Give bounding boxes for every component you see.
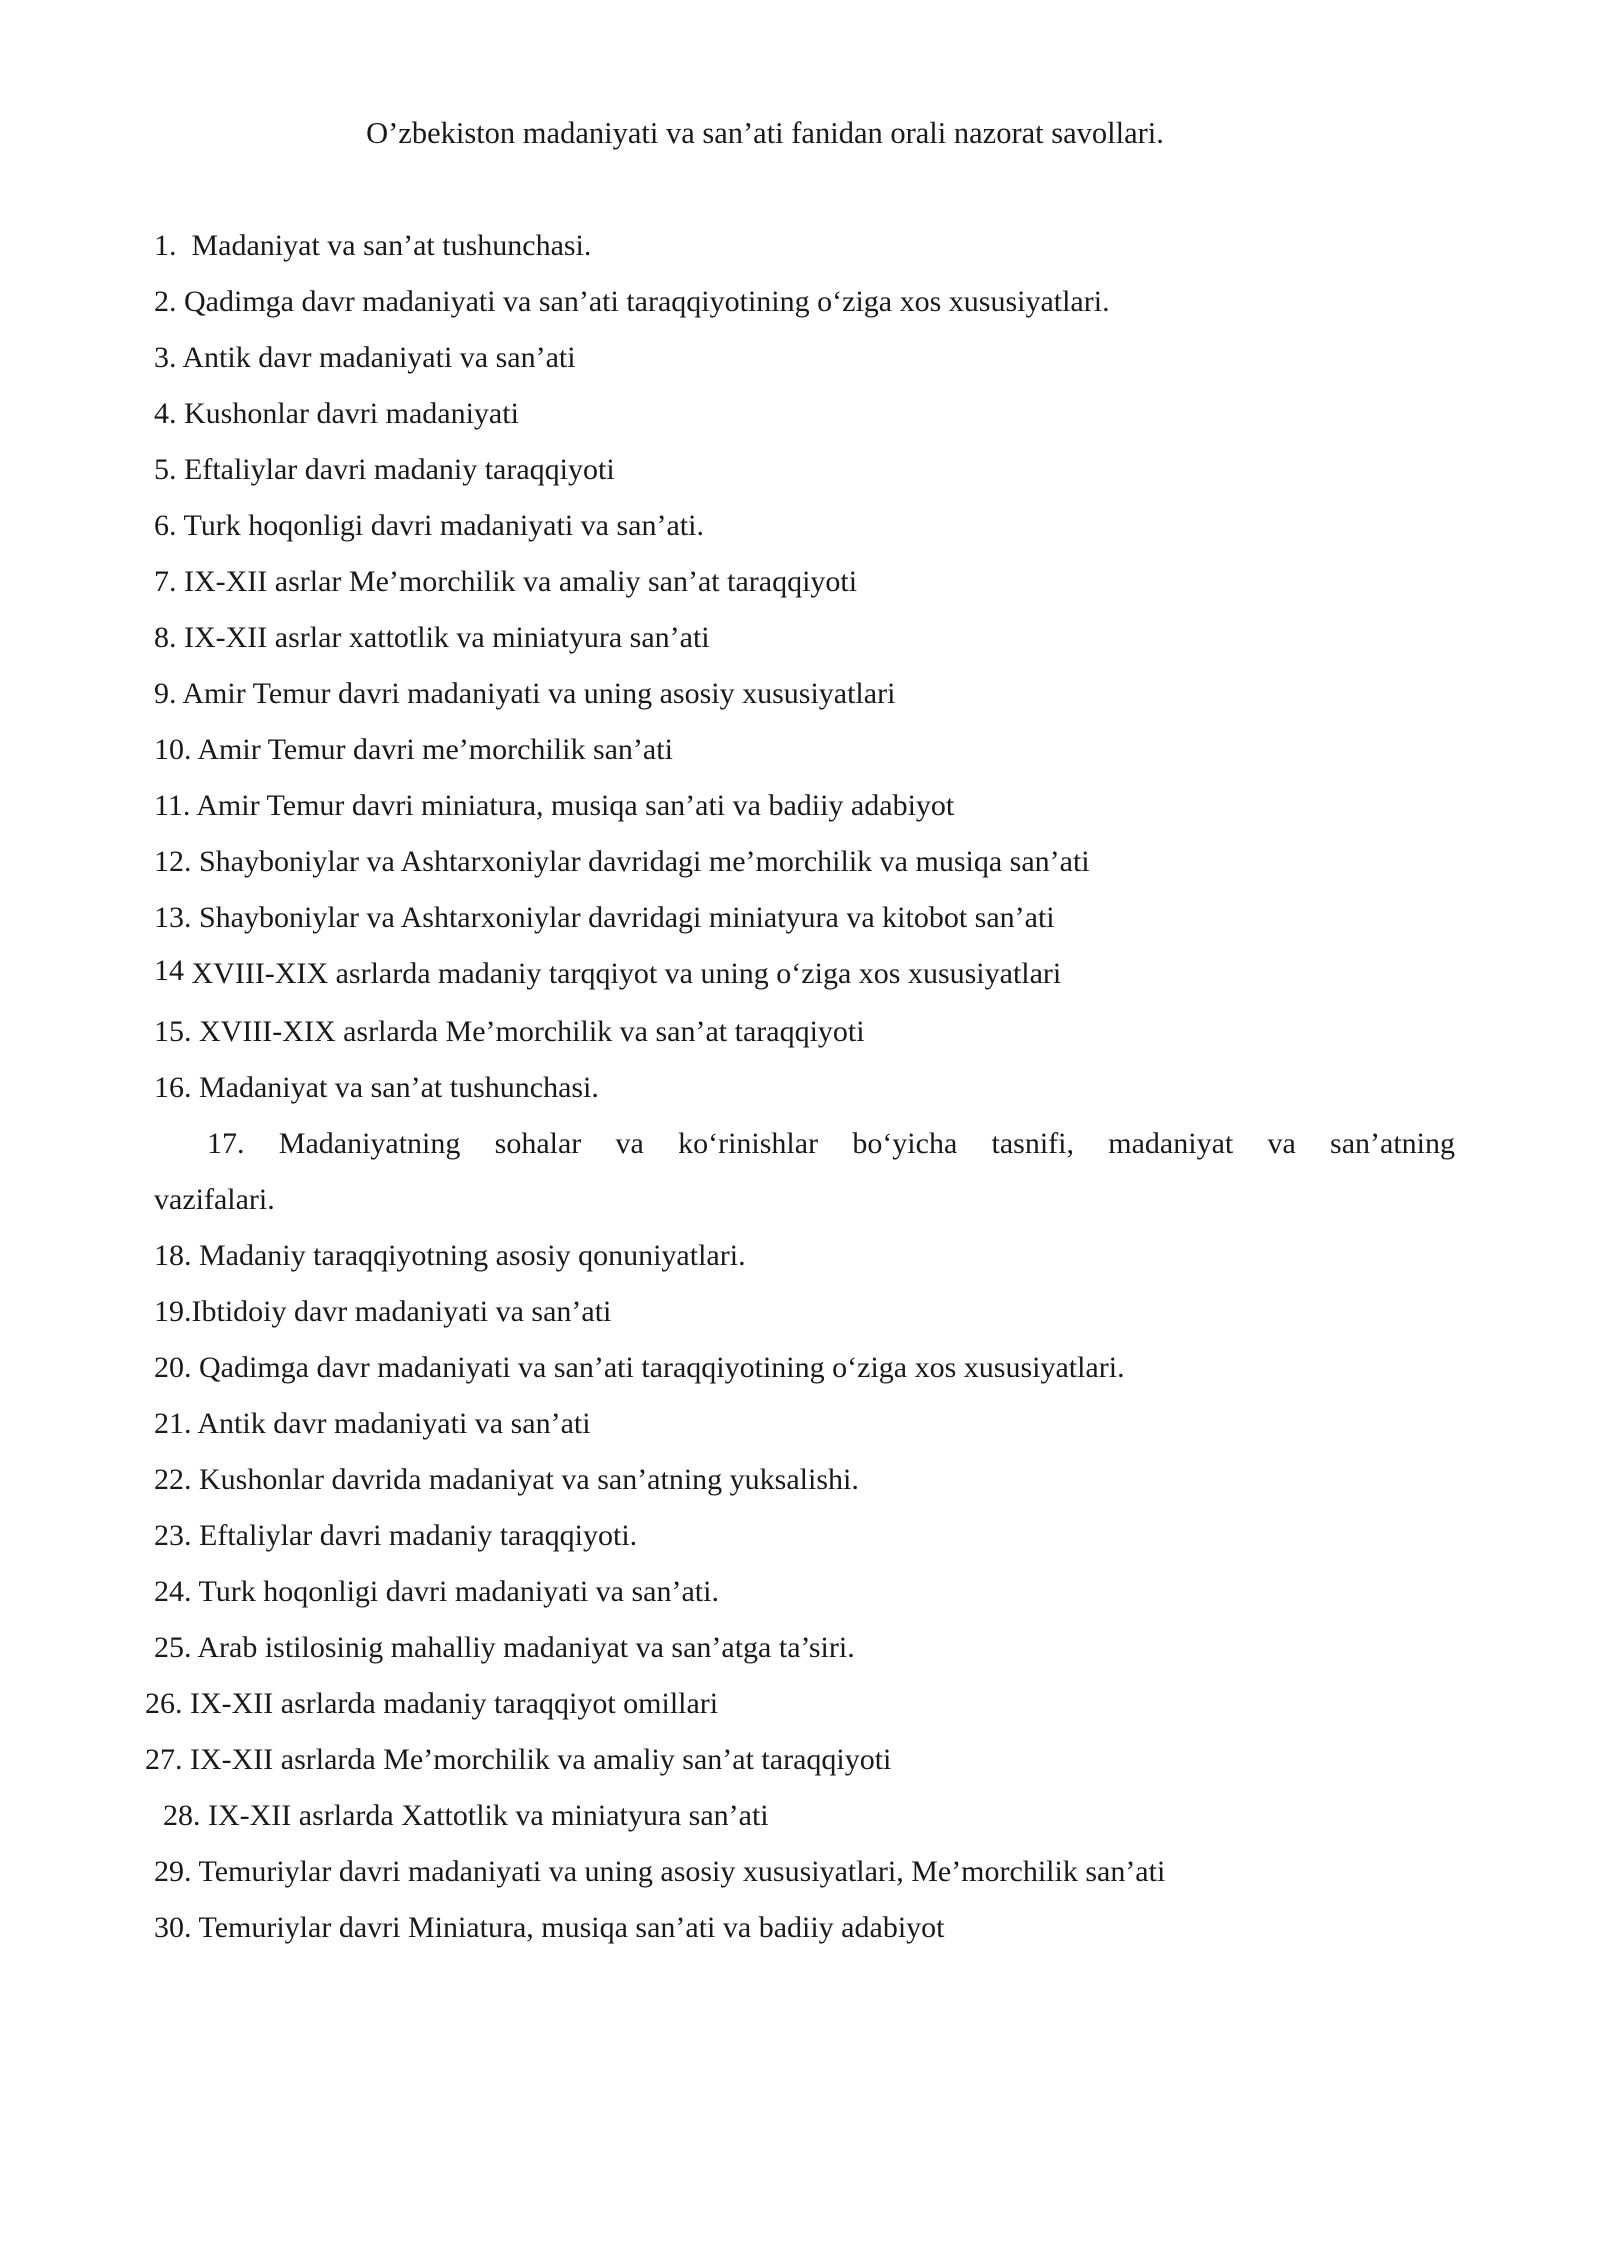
item-text: Kushonlar davri madaniyati <box>184 397 519 430</box>
item-text: Antik davr madaniyati va san’ati <box>197 1407 591 1440</box>
item-text-continuation: vazifalari. <box>154 1183 275 1216</box>
list-item <box>154 1348 1125 1388</box>
item-number: 19. <box>154 1295 192 1328</box>
list-item <box>154 842 1090 882</box>
list-item <box>207 1124 1455 1164</box>
list-item <box>154 1516 637 1556</box>
list-item <box>154 1292 611 1332</box>
list-item <box>154 226 591 266</box>
item-text: Temuriylar davri Miniatura, musiqa san’ati va badiiy adabiyot <box>198 1911 945 1944</box>
item-text: Amir Temur davri madaniyati va uning asosiy xususiyatlari <box>182 677 896 710</box>
item-number: 14 <box>154 954 184 987</box>
item-text: Amir Temur davri miniatura, musiqa san’ati va badiiy adabiyot <box>196 789 955 822</box>
item-text: IX-XII asrlar Me’morchilik va amaliy san’at taraqqiyoti <box>184 565 858 598</box>
item-number: 9. <box>154 677 177 710</box>
item-number: 18. <box>154 1239 192 1272</box>
item-number: 23. <box>154 1519 192 1552</box>
item-text: Kushonlar davrida madaniyat va san’atning yuksalishi. <box>199 1463 859 1496</box>
list-item <box>154 394 519 434</box>
item-number: 15. <box>154 1015 192 1048</box>
list-item <box>154 1012 865 1052</box>
list-item <box>154 1628 855 1668</box>
item-text: Qadimga davr madaniyati va san’ati taraqqiyotining o‘ziga xos xususiyatlari. <box>184 285 1110 318</box>
item-text: Temuriylar davri madaniyati va uning asosiy xususiyatlari, Me’morchilik san’ati <box>198 1855 1166 1888</box>
item-text: IX-XII asrlarda madaniy taraqqiyot omillari <box>190 1687 719 1720</box>
list-item <box>154 562 857 602</box>
item-text: Shayboniylar va Ashtarxoniylar davridagi miniatyura va kitobot san’ati <box>199 901 1055 934</box>
list-item <box>154 786 954 826</box>
list-item <box>154 450 615 490</box>
item-number: 1. <box>154 229 177 262</box>
item-text: Madaniy taraqqiyotning asosiy qonuniyatlari. <box>199 1239 746 1272</box>
item-number: 25. <box>154 1631 192 1664</box>
item-number: 29. <box>154 1855 192 1888</box>
list-item <box>154 1236 746 1276</box>
item-text: Turk hoqonligi davri madaniyati va san’ati. <box>198 1575 719 1608</box>
item-text: Ibtidoiy davr madaniyati va san’ati <box>191 1295 612 1328</box>
item-text: IX-XII asrlarda Me’morchilik va amaliy san’at taraqqiyoti <box>190 1743 892 1776</box>
item-text: IX-XII asrlarda Xattotlik va miniatyura san’ati <box>208 1799 769 1832</box>
item-text: Eftaliylar davri madaniy taraqqiyoti. <box>199 1519 638 1552</box>
list-item <box>154 1068 599 1108</box>
list-item <box>145 1684 718 1724</box>
list-item <box>154 618 710 658</box>
item-number: 12. <box>154 845 192 878</box>
list-item <box>145 1740 891 1780</box>
item-number: 10. <box>154 733 192 766</box>
item-number: 20. <box>154 1351 192 1384</box>
item-text: IX-XII asrlar xattotlik va miniatyura san’ati <box>184 621 710 654</box>
list-item <box>163 1796 769 1836</box>
item-number: 26. <box>145 1687 183 1720</box>
page-title: O’zbekiston madaniyati va san’ati fanidan orali nazorat savollari. <box>366 116 1164 150</box>
list-item <box>154 506 704 546</box>
item-number: 8. <box>154 621 177 654</box>
item-number: 4. <box>154 397 177 430</box>
item-number: 21. <box>154 1407 192 1440</box>
item-text: XVIII-XIX asrlarda madaniy tarqqiyot va uning o‘ziga xos xususiyatlari <box>191 957 1062 990</box>
item-number: 30. <box>154 1911 192 1944</box>
list-item <box>154 674 895 714</box>
item-number: 7. <box>154 565 177 598</box>
item-text: Shayboniylar va Ashtarxoniylar davridagi me’morchilik va musiqa san’ati <box>199 845 1090 878</box>
item-number: 13. <box>154 901 192 934</box>
item-number: 28. <box>163 1799 201 1832</box>
item-number: 6. <box>154 509 177 542</box>
list-item <box>154 1908 944 1948</box>
item-text: Turk hoqonligi davri madaniyati va san’ati. <box>183 509 704 542</box>
item-text: Amir Temur davri me’morchilik san’ati <box>197 733 673 766</box>
item-text: Qadimga davr madaniyati va san’ati taraqqiyotining o‘ziga xos xususiyatlari. <box>199 1351 1125 1384</box>
item-number: 16. <box>154 1071 192 1104</box>
item-number: 5. <box>154 453 177 486</box>
list-item <box>154 730 673 770</box>
list-item <box>154 1460 859 1500</box>
list-item <box>154 1572 719 1612</box>
item-number: 17. <box>207 1127 245 1160</box>
list-item <box>154 1404 591 1444</box>
list-item <box>154 898 1055 938</box>
list-item <box>154 954 1061 994</box>
list-item <box>154 282 1110 322</box>
item-number: 22. <box>154 1463 192 1496</box>
item-text: Madaniyatning sohalar va ko‘rinishlar bo‘yicha tasnifi, madaniyat va san’atning <box>278 1127 1456 1160</box>
item-text: Arab istilosinig mahalliy madaniyat va san’atga ta’siri. <box>197 1631 855 1664</box>
item-text: XVIII-XIX asrlarda Me’morchilik va san’at taraqqiyoti <box>199 1015 865 1048</box>
item-number: 3. <box>154 341 177 374</box>
item-number: 11. <box>154 789 191 822</box>
item-number: 27. <box>145 1743 183 1776</box>
item-text: Madaniyat va san’at tushunchasi. <box>199 1071 599 1104</box>
item-number: 2. <box>154 285 177 318</box>
list-item <box>154 1852 1165 1892</box>
item-text: Madaniyat va san’at tushunchasi. <box>191 229 592 262</box>
item-text: Eftaliylar davri madaniy taraqqiyoti <box>184 453 615 486</box>
item-text: Antik davr madaniyati va san’ati <box>182 341 576 374</box>
list-item <box>154 338 576 378</box>
item-number: 24. <box>154 1575 192 1608</box>
